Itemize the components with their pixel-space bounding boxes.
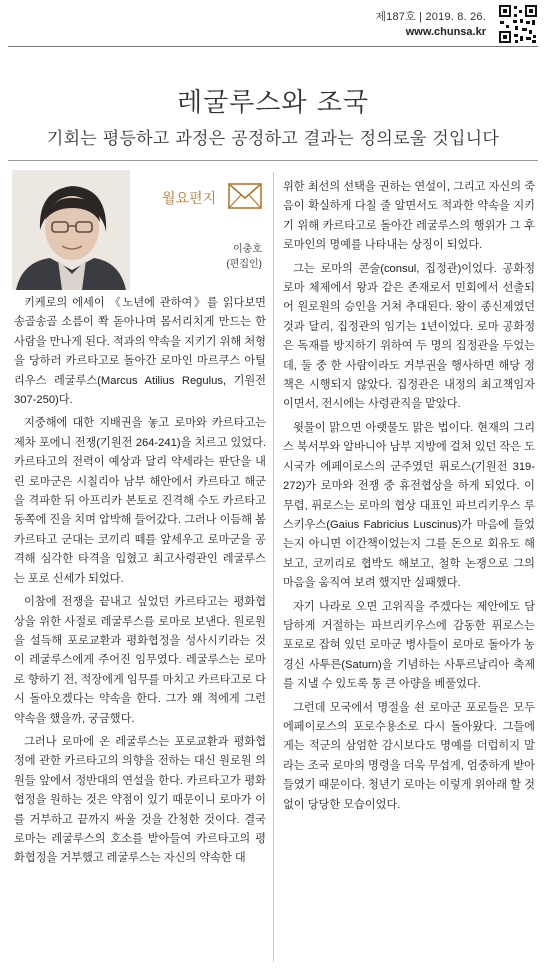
masthead-divider [8, 46, 538, 47]
left-column [14, 294, 266, 873]
masthead [0, 0, 546, 46]
paragraph: 그런데 모국에서 명절을 쇤 로마군 포로들은 모두 에페이로스의 포로수용소로 다시 돌아왔다. 그들에게는 적군의 삼엄한 감시보다도 명예를 더럽히지 말라는 조국 로마의 명령을 더욱 무섭게, 엄중하게 받아들였기 때문이다. 청년기 로마는 이렇게 위아래 할 것 없이 당당한 모습이었다. [283, 701, 535, 811]
paragraph: 윗물이 맑으면 아랫물도 맑은 법이다. 현재의 그리스 북서부와 알바니아 남부 지방에 걸쳐 있던 작은 도시국가 에페이로스의 군주였던 퓌로스(기원전 319-272)가 로마와 전쟁 중 휴전협상을 하게 되었다. 이 무렵, 퓌로스는 로마의 협상 대표인 파브리키우스 루스키우스(Gaius Fabricius Luscinus)가 마음에 들었는지 아니면 이간책이었는지 그를 돈으로 회유도 해보고, 코끼리로 협박도 해보고, 철학 논쟁으로 그의 마음을 움직여 보려 했지만 실패했다. [283, 421, 535, 590]
paragraph: 지중해에 대한 지배권을 놓고 로마와 카르타고는 제차 포에니 전쟁(기원전 264-241)을 치르고 있었다. 카르타고의 전력이 예상과 달리 약세라는 판단을 내린 로마군은 시칠리아 남부 해안에서 카르타고 해군을 격파한 뒤 아프리카 본토로 진격해 수도 카르타고 동쪽에 진을 치며 압박해 들어갔다. 그러나 이듬해 봄 카르타고 군대는 코끼리 떼를 앞세우고 로마군을 공격해 심각한 타격을 입혔고 최고사령관인 레굴루스는 포로 신세가 되었다. [14, 417, 266, 585]
article-title: 레굴루스와 조국 [176, 88, 370, 118]
envelope-icon [228, 183, 262, 209]
issue-info: 제187호 | 2019. 8. 26. [375, 11, 486, 23]
author-role: (편집인) [226, 259, 262, 270]
author-photo [12, 170, 130, 290]
qr-code-icon[interactable] [498, 4, 538, 44]
header-divider [8, 160, 538, 161]
site-url[interactable]: www.chunsa.kr [405, 26, 486, 38]
paragraph: 키케로의 에세이 《노년에 관하여》를 읽다보면 송골송골 소름이 쫙 돋아나며 몸서리치게 만드는 한 사람을 만나게 된다. 적과의 약속을 지키기 위해 처형을 당하러 카르타고로 돌아간 로마인 마르쿠스 아틸리우스 레굴루스(Marcus Atilius Regulus, 기원전 307-250)다. [14, 297, 266, 407]
column-divider [273, 172, 274, 962]
paragraph: 그러나 로마에 온 레굴루스는 포로교환과 평화협정에 관한 카르타고의 의향을 전하는 대신 원로원 의원들 앞에서 정반대의 연설을 한다. 카르타고가 평화협정을 원하는 것은 약점이 있기 때문이니 로마가 이를 거부하고 끝까지 싸울 것을 간청한 것이다. 결국 로마는 레굴루스의 호소를 받아들여 카르타고의 평화협정을 거부했고 레굴루스는 자신의 약속한 대 [14, 735, 266, 865]
article-subtitle: 기회는 평등하고 과정은 공정하고 결과는 정의로울 것입니다 [46, 129, 500, 149]
right-column [283, 178, 535, 819]
paragraph: 이참에 전쟁을 끝내고 싶었던 카르타고는 평화협상을 위한 사절로 레굴루스를 로마로 보낸다. 원로원을 설득해 포로교환과 평화협정을 성사시키라는 것이 레굴루스에게 주어진 임무였다. 레굴루스는 로마로 향하기 전, 적장에게 임무를 마치고 카르타고로 다시 돌아오겠다는 약속을 한다. 그가 왜 적에게 그런 약속을 했을까, 궁금했다. [14, 596, 266, 725]
paragraph: 자기 나라로 오면 고위직을 주겠다는 제안에도 담담하게 거절하는 파브리키우스에 감동한 퓌로스는 포로로 잡혀 있던 로마군 병사들이 로마로 돌아가 농경신 사투른(Saturn)을 기념하는 사투르날리아 축제를 지낼 수 있도록 통 큰 아량을 베풀었다. [283, 600, 535, 691]
column-label: 월요편지 [162, 191, 217, 207]
author-name: 이충호 [233, 244, 262, 255]
paragraph: 위한 최선의 선택을 권하는 연설이, 그리고 자신의 죽음이 확실하게 다칠 줄 알면서도 적과한 약속을 지키기 위해 카르타고로 돌아간 레굴루스의 행위가 그 후 로마인의 명예를 나타내는 상징이 되었다. [283, 181, 535, 252]
paragraph: 그는 로마의 콘술(consul, 집정관)이었다. 공화정 로마 체제에서 왕과 같은 존재로서 민회에서 선출되어 원로원의 승인을 거쳐 추대된다. 왕이 종신제였던 것과 달리, 집정관의 임기는 1년이었다. 로마 공화정은 독재를 방지하기 위하여 두 명의 집정관을 두었는데, 둘 중 한 사람이라도 거부권을 행사하면 해당 정책은 시행되지 않았다. 집정관은 내정의 최고책임자이면서, 전시에는 사령관직을 맡았다. [283, 262, 535, 411]
